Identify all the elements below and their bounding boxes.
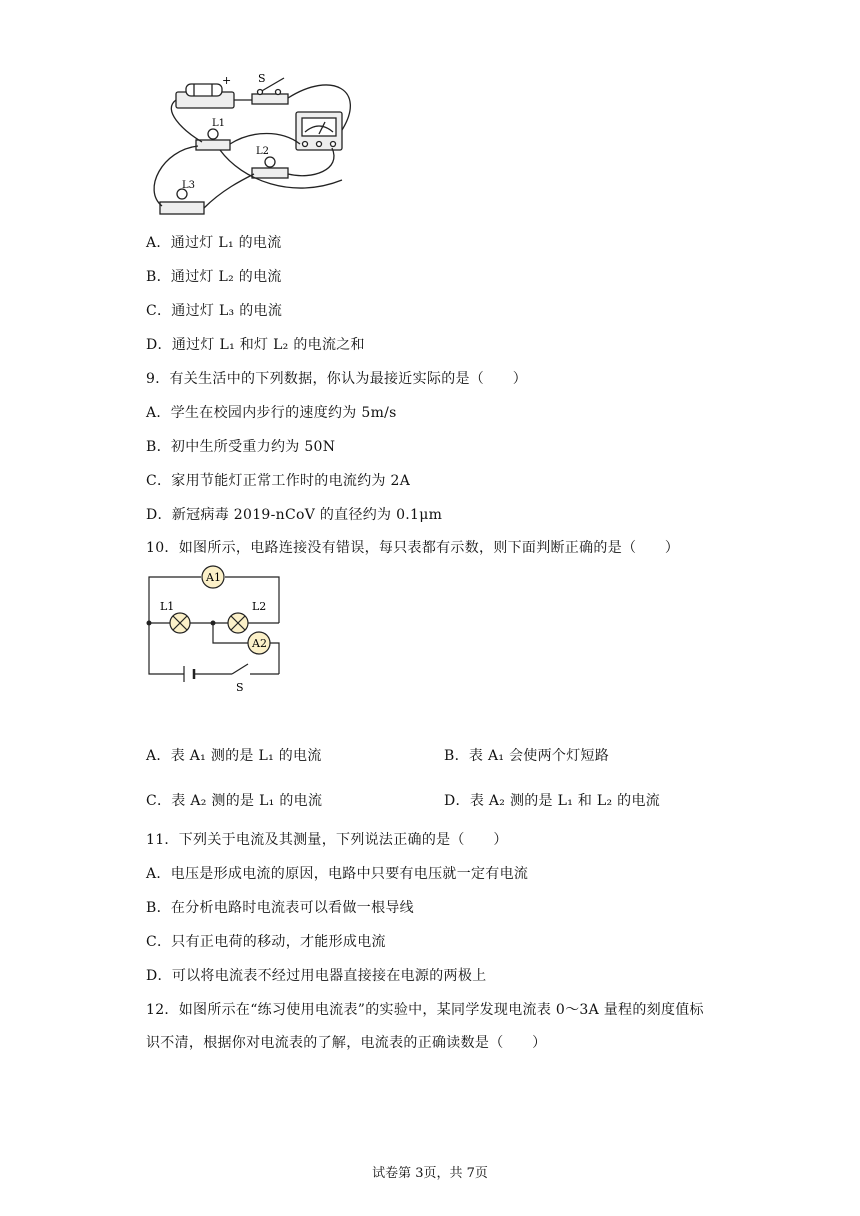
page-footer: 试卷第 3页，共 7页 (372, 1166, 488, 1181)
fig2-a1-label: A1 (206, 571, 221, 584)
fig1-l3-label: L3 (182, 180, 196, 191)
q11-option-c: C．只有正电荷的移动，才能形成电流 (146, 934, 386, 950)
q9-option-b: B．初中生所受重力约为 50N (146, 439, 336, 455)
q11-option-a: A．电压是形成电流的原因，电路中只要有电压就一定有电流 (146, 866, 529, 882)
circuit-photo-figure (142, 70, 372, 220)
fig1-switch-label: S (258, 72, 266, 85)
q8-option-d: D．通过灯 L₁ 和灯 L₂ 的电流之和 (146, 337, 365, 353)
q12-stem-line1: 12．如图所示在“练习使用电流表”的实验中，某同学发现电流表 0～3A 量程的刻度值标 (146, 1002, 704, 1018)
fig1-plus-label: + (222, 74, 232, 87)
q11-stem: 11．下列关于电流及其测量，下列说法正确的是（ ） (146, 832, 508, 848)
q9-option-a: A．学生在校园内步行的速度约为 5m/s (146, 405, 397, 421)
q10-option-c: C．表 A₂ 测的是 L₁ 的电流 (146, 793, 323, 809)
q9-option-c: C．家用节能灯正常工作时的电流约为 2A (146, 473, 411, 489)
fig2-switch-label: S (236, 681, 244, 694)
q10-option-b: B．表 A₁ 会使两个灯短路 (444, 748, 610, 764)
q11-option-b: B．在分析电路时电流表可以看做一根导线 (146, 900, 414, 916)
q8-option-a: A．通过灯 L₁ 的电流 (146, 235, 282, 251)
q8-option-b: B．通过灯 L₂ 的电流 (146, 269, 282, 285)
q10-stem: 10．如图所示，电路连接没有错误，每只表都有示数，则下面判断正确的是（ ） (146, 540, 680, 556)
fig1-l2-label: L2 (256, 146, 270, 157)
q10-option-a: A．表 A₁ 测的是 L₁ 的电流 (146, 748, 322, 764)
q11-option-d: D．可以将电流表不经过用电器直接接在电源的两极上 (146, 968, 487, 984)
fig2-l2-label: L2 (252, 600, 267, 613)
fig2-l1-label: L1 (160, 600, 175, 613)
circuit-schematic-figure (142, 560, 292, 695)
q9-option-d: D．新冠病毒 2019-nCoV 的直径约为 0.1μm (146, 507, 443, 523)
q12-stem-line2: 识不清，根据你对电流表的了解，电流表的正确读数是（ ） (146, 1035, 547, 1051)
q8-option-c: C．通过灯 L₃ 的电流 (146, 303, 283, 319)
fig1-l1-label: L1 (212, 118, 226, 129)
fig2-a2-label: A2 (252, 637, 267, 650)
q10-option-d: D．表 A₂ 测的是 L₁ 和 L₂ 的电流 (444, 793, 661, 809)
q9-stem: 9．有关生活中的下列数据，你认为最接近实际的是（ ） (146, 371, 528, 387)
